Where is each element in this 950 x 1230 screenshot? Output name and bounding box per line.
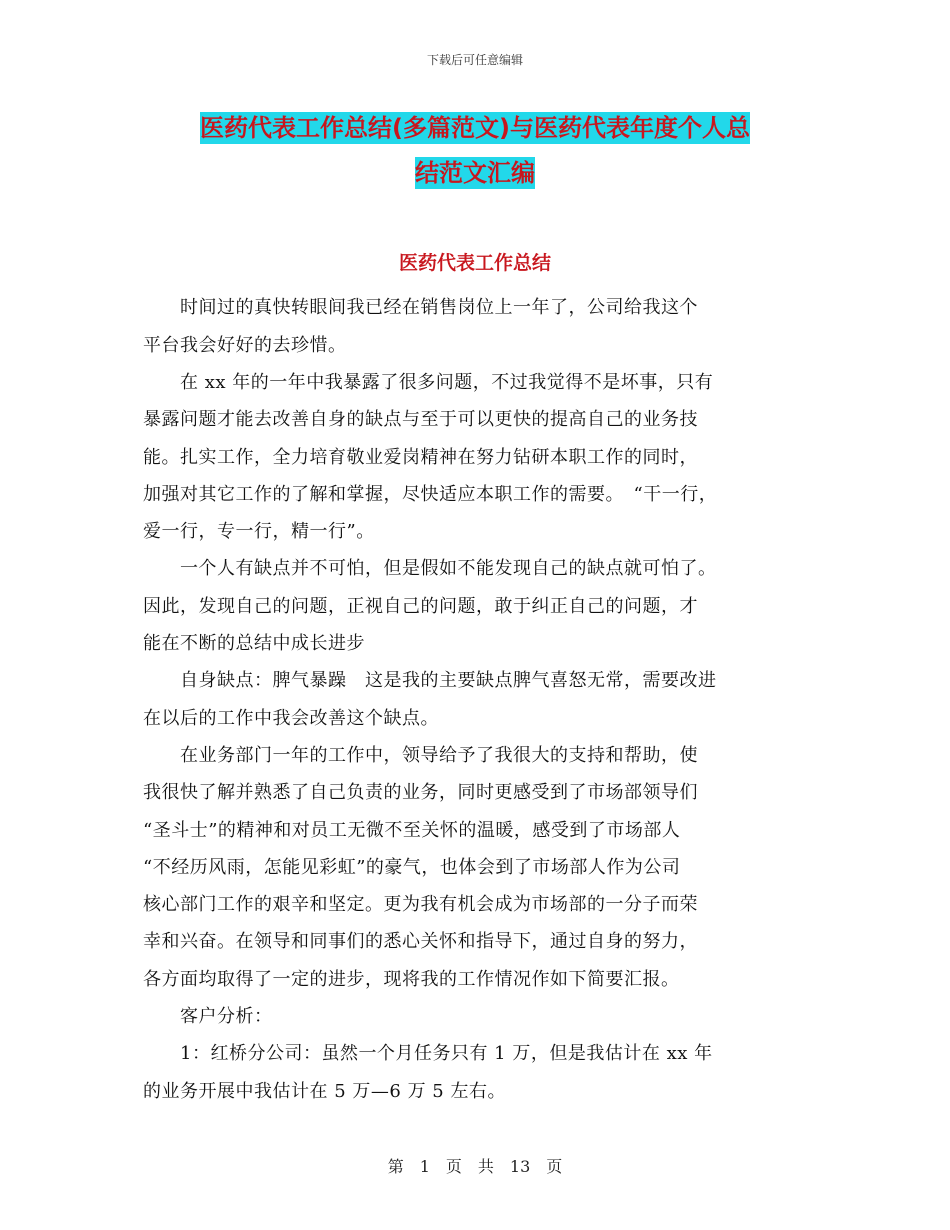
section-title: 医药代表工作总结 (398, 252, 551, 274)
text-line: 加强对其它工作的了解和掌握，尽快适应本职工作的需要。 “干一行， (143, 484, 718, 505)
document-title-line-2 (0, 158, 950, 188)
text-line: 客户分析： (143, 1006, 273, 1027)
text-line: 时间过的真快转眼间我已经在销售岗位上一年了，公司给我这个 (143, 297, 698, 318)
text-line: “圣斗士”的精神和对员工无微不至关怀的温暖，感受到了市场部人 (143, 820, 681, 841)
text-line: 自身缺点：脾气暴躁 这是我的主要缺点脾气喜怒无常，需要改进 (143, 670, 717, 691)
text-line: 我很快了解并熟悉了自己负责的业务，同时更感受到了市场部领导们 (143, 782, 698, 803)
text-line: 平台我会好好的去珍惜。 (143, 335, 347, 356)
text-line: 1：红桥分公司：虽然一个月任务只有 1 万，但是我估计在 xx 年 (143, 1043, 713, 1064)
text-line: 在业务部门一年的工作中，领导给予了我很大的支持和帮助，使 (143, 745, 698, 766)
text-line: “不经历风雨，怎能见彩虹”的豪气，也体会到了市场部人作为公司 (143, 857, 681, 878)
text-line: 幸和兴奋。在领导和同事们的悉心关怀和指导下，通过自身的努力， (143, 931, 698, 952)
document-title-line-1 (0, 113, 950, 143)
header-note: 下载后可任意编辑 (426, 53, 523, 67)
text-line: 暴露问题才能去改善自身的缺点与至于可以更快的提高自己的业务技 (143, 409, 698, 430)
title-highlight-2: 结范文汇编 (415, 159, 535, 187)
text-line: 因此，发现自己的问题，正视自己的问题，敢于纠正自己的问题，才 (143, 596, 698, 617)
text-line: 能。扎实工作，全力培育敬业爱岗精神在努力钻研本职工作的同时， (143, 447, 698, 468)
text-line: 一个人有缺点并不可怕，但是假如不能发现自己的缺点就可怕了。 (143, 558, 717, 579)
page-footer: 第 1 页 共 13 页 (387, 1157, 563, 1176)
text-line: 核心部门工作的艰辛和坚定。更为我有机会成为市场部的一分子而荣 (143, 894, 698, 915)
text-line: 在以后的工作中我会改善这个缺点。 (143, 708, 439, 729)
text-line: 在 xx 年的一年中我暴露了很多问题，不过我觉得不是坏事，只有 (143, 372, 714, 393)
title-highlight-1: 医药代表工作总结(多篇范文)与医药代表年度个人总 (200, 114, 750, 142)
text-line: 爱一行，专一行，精一行”。 (143, 521, 375, 542)
text-line: 各方面均取得了一定的进步，现将我的工作情况作如下简要汇报。 (143, 969, 680, 990)
text-line: 的业务开展中我估计在 5 万—6 万 5 左右。 (143, 1081, 506, 1102)
text-line: 能在不断的总结中成长进步 (143, 633, 365, 654)
